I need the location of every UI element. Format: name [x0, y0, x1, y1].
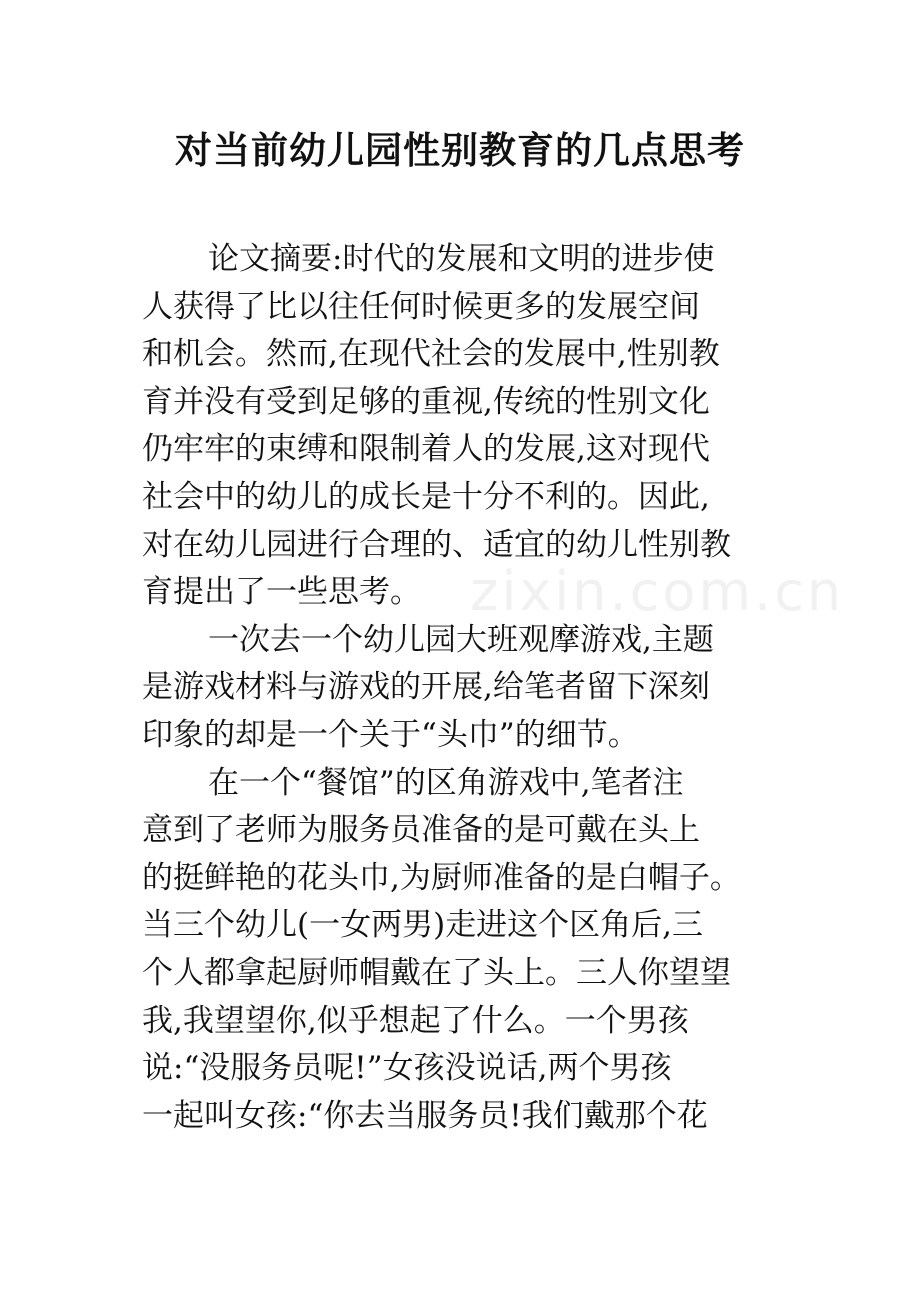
text-line: 一次去一个幼儿园大班观摩游戏,主题	[208, 621, 714, 658]
text-line: 的挺鲜艳的花头巾,为厨师准备的是白帽子。	[142, 859, 741, 896]
text-line: 在一个“餐馆”的区角游戏中,笔者注	[208, 764, 684, 801]
text-line: 仍牢牢的束缚和限制着人的发展,这对现代	[142, 431, 710, 468]
text-line: 育提出了一些思考。	[142, 574, 421, 611]
text-line: 说:“没服务员呢!”女孩没说话,两个男孩	[142, 1050, 672, 1087]
text-line: 是游戏材料与游戏的开展,给笔者留下深刻	[142, 669, 710, 706]
text-line: 我,我望望你,似乎想起了什么。一个男孩	[142, 1002, 689, 1039]
text-line: 印象的却是一个关于“头巾”的细节。	[142, 716, 639, 753]
watermark: zixin.com.cn	[470, 560, 845, 623]
text-line: 和机会。然而,在现代社会的发展中,性别教	[142, 336, 720, 373]
text-line: 对在幼儿园进行合理的、适宜的幼儿性别教	[142, 526, 731, 563]
text-line: 社会中的幼儿的成长是十分不利的。因此,	[142, 478, 710, 515]
text-line: 意到了老师为服务员准备的是可戴在头上	[142, 812, 700, 849]
text-line: 论文摘要:时代的发展和文明的进步使	[208, 241, 715, 277]
text-line: 当三个幼儿(一女两男)走进这个区角后,三	[142, 907, 704, 944]
text-line: 一起叫女孩:“你去当服务员!我们戴那个花	[142, 1097, 708, 1134]
document-body	[142, 236, 807, 1140]
text-line: 人获得了比以往任何时候更多的发展空间	[142, 288, 700, 325]
text-line: 育并没有受到足够的重视,传统的性别文化	[142, 383, 710, 420]
text-line: 个人都拿起厨师帽戴在了头上。三人你望望	[142, 954, 731, 991]
document-title: 对当前幼儿园性别教育的几点思考	[175, 128, 745, 172]
